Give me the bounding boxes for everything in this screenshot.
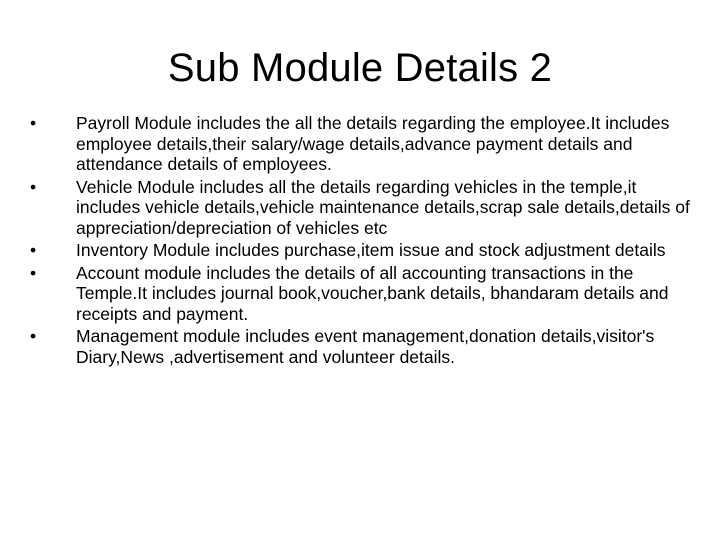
bullet-icon: • [30, 326, 37, 346]
bullet-icon: • [30, 262, 37, 283]
bullet-text: Management module includes event management,donation details,visitor's Diary,News ,advertisement and volunteer details. [76, 326, 655, 367]
bullet-item-management [30, 326, 690, 367]
slide-title: Sub Module Details 2 [167, 46, 553, 90]
bullet-list [30, 113, 690, 369]
bullet-text: Payroll Module includes the all the details regarding the employee.It includes employee details,their salary/wage details,advance payment details and attendance details of employees. [76, 113, 670, 174]
bullet-item-account [30, 263, 690, 325]
bullet-icon: • [30, 240, 37, 260]
bullet-text: Vehicle Module includes all the details regarding vehicles in the temple,it includes vehicle details,vehicle maintenance details,scrap sale details,details of appreciation/depreciation of vehicles etc [76, 176, 690, 238]
bullet-item-payroll [30, 113, 690, 175]
bullet-text: Account module includes the details of all accounting transactions in the Temple.It includes journal book,voucher,bank details, bhandaram details and receipts and payment. [76, 262, 669, 324]
bullet-icon: • [30, 176, 37, 197]
bullet-text: Inventory Module includes purchase,item issue and stock adjustment details [76, 240, 666, 260]
bullet-item-inventory [30, 240, 690, 261]
bullet-icon: • [30, 113, 37, 133]
bullet-item-vehicle [30, 177, 690, 239]
